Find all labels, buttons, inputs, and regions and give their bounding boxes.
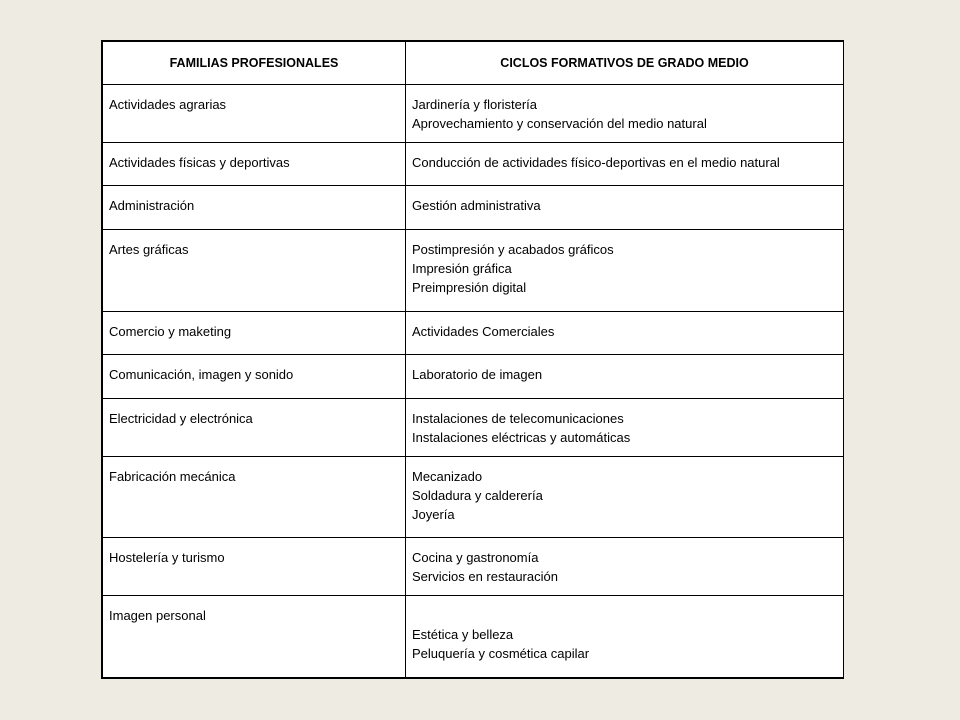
cycle-name: Actividades Comerciales	[412, 323, 555, 339]
family-name: Electricidad y electrónica	[109, 410, 253, 426]
table-row	[103, 456, 844, 538]
cycle-name: Gestión administrativa	[412, 198, 541, 214]
family-name: Comercio y maketing	[109, 323, 232, 339]
cycle-name: Jardinería y floristería	[412, 97, 537, 112]
family-cell	[103, 596, 406, 678]
cycle-name: Aprovechamiento y conservación del medio natural	[412, 116, 707, 131]
table-row	[103, 355, 844, 399]
header-cycles: CICLOS FORMATIVOS DE GRADO MEDIO	[406, 42, 844, 85]
cycle-name: Servicios en restauración	[412, 569, 558, 585]
family-cell	[103, 142, 406, 186]
vocational-training-table	[101, 40, 844, 679]
cycle-name: Soldadura y calderería	[412, 487, 543, 503]
family-cell	[103, 456, 406, 538]
cycles-cell	[406, 398, 844, 456]
cycles-cell	[406, 311, 844, 355]
family-name: Artes gráficas	[109, 241, 189, 257]
family-cell	[103, 355, 406, 399]
family-cell	[103, 85, 406, 143]
table-row	[103, 142, 844, 186]
cycle-name: Laboratorio de imagen	[412, 367, 543, 383]
table-row	[103, 229, 844, 311]
family-cell	[103, 538, 406, 596]
family-name: Actividades físicas y deportivas	[109, 154, 290, 170]
cycle-name: Cocina y gastronomía	[412, 550, 539, 566]
cycle-name: Peluquería y cosmética capilar	[412, 646, 590, 662]
family-name: Actividades agrarias	[109, 97, 227, 112]
family-name: Comunicación, imagen y sonido	[109, 367, 294, 383]
cycles-cell	[406, 142, 844, 186]
cycle-name: Preimpresión digital	[412, 279, 527, 295]
family-name: Imagen personal	[109, 608, 206, 624]
cycles-cell	[406, 229, 844, 311]
cycles-cell	[406, 355, 844, 399]
cycles-cell	[406, 456, 844, 538]
family-name: Hostelería y turismo	[109, 550, 225, 566]
cycles-cell	[406, 596, 844, 678]
family-cell	[103, 186, 406, 230]
cycle-name: Joyería	[412, 506, 455, 522]
cycle-name: Conducción de actividades físico-deportivas en el medio natural	[412, 154, 780, 170]
cycle-name: Instalaciones eléctricas y automáticas	[412, 429, 631, 445]
family-name: Fabricación mecánica	[109, 468, 236, 484]
cycle-name: Impresión gráfica	[412, 260, 512, 276]
table-row	[103, 538, 844, 596]
table-row	[103, 186, 844, 230]
cycle-name: Instalaciones de telecomunicaciones	[412, 410, 624, 426]
cycles-cell	[406, 186, 844, 230]
cycles-cell	[406, 538, 844, 596]
table-row	[103, 311, 844, 355]
table-header-row	[103, 42, 844, 85]
family-name: Administración	[109, 198, 195, 214]
table-row	[103, 398, 844, 456]
family-cell	[103, 229, 406, 311]
families-cycles-table	[102, 41, 844, 678]
family-cell	[103, 398, 406, 456]
family-cell	[103, 311, 406, 355]
cycles-cell	[406, 85, 844, 143]
cycle-name: Estética y belleza	[412, 627, 514, 643]
table-row	[103, 596, 844, 678]
cycle-name: Postimpresión y acabados gráficos	[412, 241, 614, 257]
cycle-name: Mecanizado	[412, 468, 483, 484]
header-families: FAMILIAS PROFESIONALES	[103, 42, 406, 85]
table-row	[103, 85, 844, 143]
